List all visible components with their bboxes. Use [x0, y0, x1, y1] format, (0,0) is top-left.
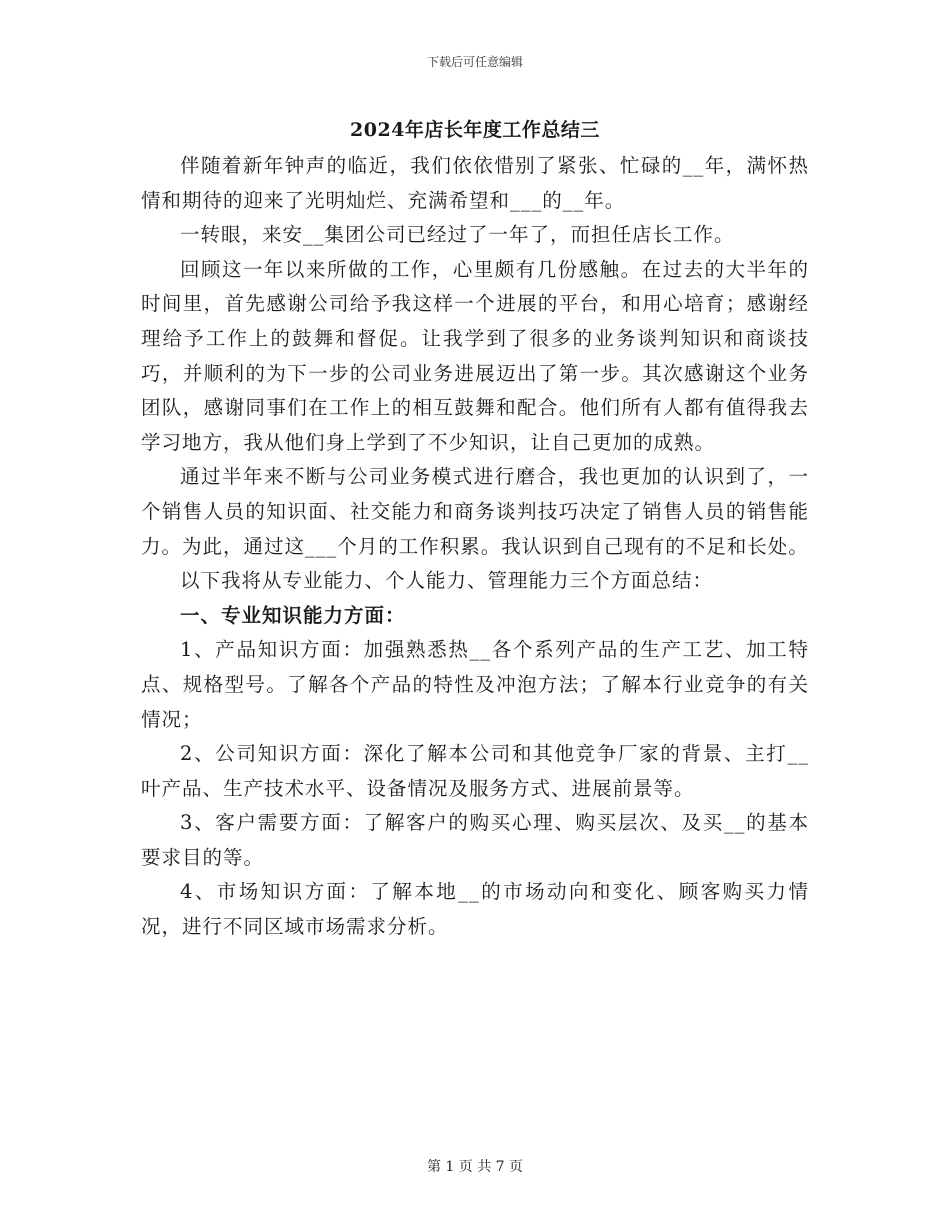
page-number: 第 1 页 共 7 页 — [426, 1159, 524, 1175]
section-heading-professional: 一、专业知识能力方面： — [180, 603, 406, 627]
header-note: 下载后可任意编辑 — [426, 55, 523, 69]
document-title: 2024年店长年度工作总结三 — [350, 119, 600, 141]
list-item-market-knowledge: 4、市场知识方面：了解本地__的市场动向和变化、顾客购买力情况，进行不同区域市场需求分析。 — [141, 880, 809, 939]
paragraph-review: 回顾这一年以来所做的工作，心里颇有几份感触。在过去的大半年的时间里，首先感谢公司给予我这样一个进展的平台，和用心培育；感谢经理给予工作上的鼓舞和督促。让我学到了很多的业务谈判知识和商谈技巧，并顺利的为下一步的公司业务进展迈出了第一步。其次感谢这个业务团队，感谢同事们在工作上的相互鼓舞和配合。他们所有人都有值得我去学习地方，我从他们身上学到了不少知识，让自己更加的成熟。 — [141, 257, 809, 454]
paragraph-summary-intro: 以下我将从专业能力、个人能力、管理能力三个方面总结： — [180, 569, 714, 593]
paragraph-business-model: 通过半年来不断与公司业务模式进行磨合，我也更加的认识到了，一个销售人员的知识面、社交能力和商务谈判技巧决定了销售人员的销售能力。为此，通过这___个月的工作积累。我认识到自己现有的不足和长处。 — [141, 465, 809, 558]
document-body — [141, 149, 809, 945]
list-item-company-knowledge: 2、公司知识方面：深化了解本公司和其他竞争厂家的背景、主打__叶产品、生产技术水平、设备情况及服务方式、进展前景等。 — [141, 742, 809, 800]
list-item-product-knowledge: 1、产品知识方面：加强熟悉热__各个系列产品的生产工艺、加工特点、规格型号。了解各个产品的特性及冲泡方法；了解本行业竞争的有关情况； — [141, 638, 809, 731]
list-item-customer-needs: 3、客户需要方面：了解客户的购买心理、购买层次、及买__的基本要求目的等。 — [141, 811, 809, 869]
paragraph-one-year: 一转眼，来安__集团公司已经过了一年了，而担任店长工作。 — [180, 223, 735, 247]
paragraph-intro: 伴随着新年钟声的临近，我们依依惜别了紧张、忙碌的__年，满怀热情和期待的迎来了光明灿烂、充满希望和___的__年。 — [141, 154, 809, 212]
